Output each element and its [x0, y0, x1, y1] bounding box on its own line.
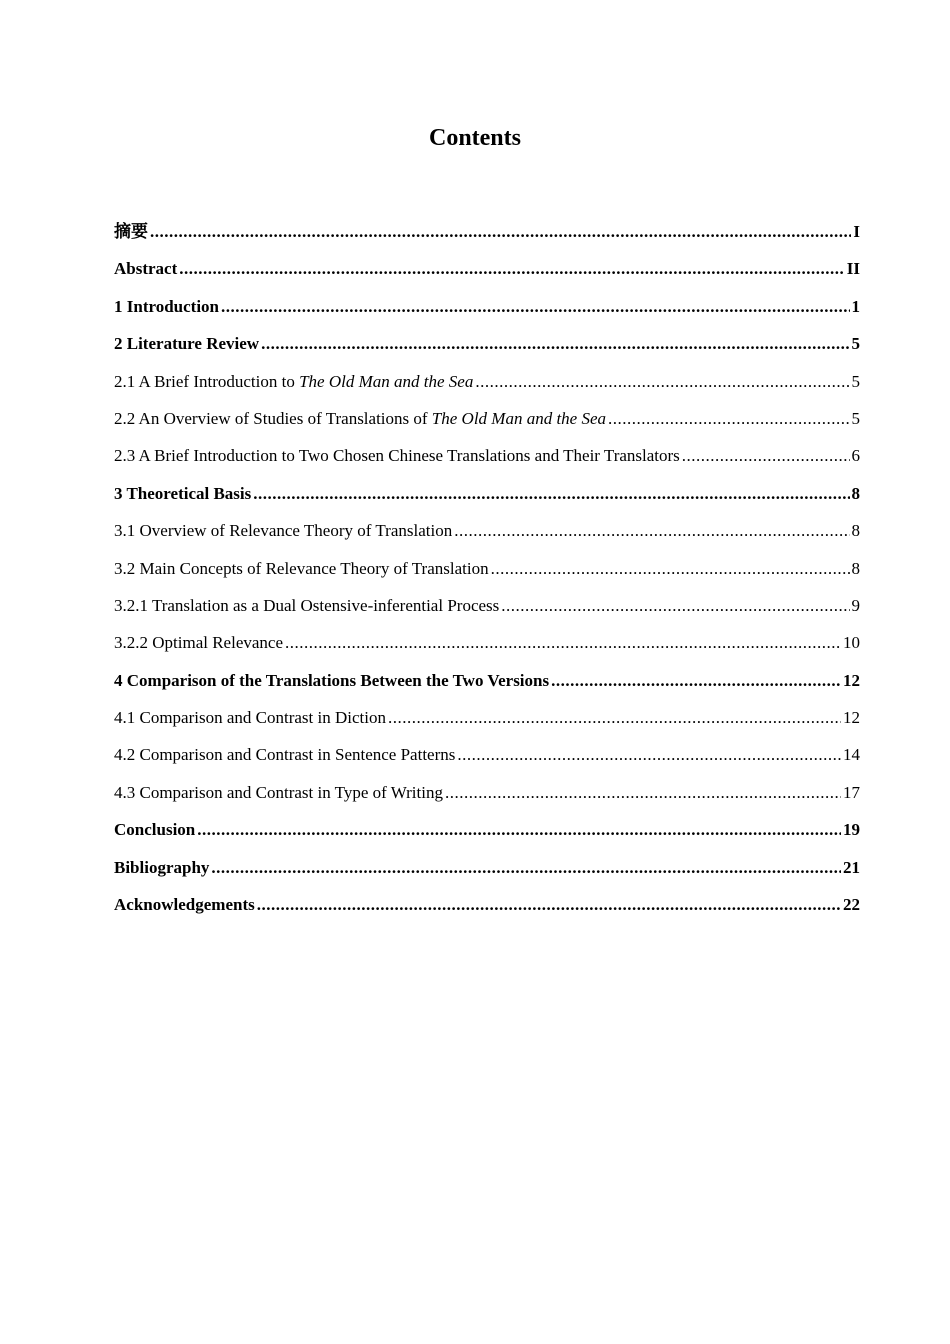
dot-leader [457, 741, 841, 769]
dot-leader [261, 330, 849, 358]
toc-entry-acknowledgements[interactable] [114, 891, 860, 928]
toc-entry-page: 22 [843, 895, 860, 915]
dot-leader [211, 854, 841, 882]
dot-leader [388, 704, 841, 732]
toc-entry-page: 8 [851, 558, 860, 578]
toc-entry-introduction[interactable] [114, 293, 860, 330]
toc-entry-label: 1 Introduction [114, 296, 220, 316]
toc-entry-page: 19 [843, 820, 860, 840]
dot-leader [221, 293, 849, 321]
toc-entry-3-1[interactable] [114, 517, 860, 554]
table-of-contents [114, 218, 860, 928]
toc-entry-literature-review[interactable] [114, 330, 860, 367]
dot-leader [682, 442, 850, 470]
toc-entry-4-2[interactable] [114, 741, 860, 778]
toc-entry-bibliography[interactable] [114, 854, 860, 891]
toc-entry-page: 8 [851, 521, 860, 541]
toc-entry-page: 1 [851, 296, 860, 316]
page-title: Contents [428, 125, 521, 151]
toc-entry-comparison[interactable] [114, 667, 860, 704]
toc-entry-page: 5 [851, 371, 860, 391]
dot-leader [445, 779, 841, 807]
dot-leader [475, 368, 849, 396]
dot-leader [197, 816, 841, 844]
dot-leader [253, 480, 849, 508]
dot-leader [551, 667, 841, 695]
toc-entry-label: Conclusion [114, 820, 196, 840]
toc-entry-3-2-2[interactable] [114, 629, 860, 666]
toc-entry-label: 3.2.1 Translation as a Dual Ostensive-inferential Process [114, 595, 500, 615]
dot-leader [491, 555, 850, 583]
toc-entry-label: 4 Comparison of the Translations Between the Two Versions [114, 670, 550, 690]
toc-entry-page: 6 [851, 446, 860, 466]
dot-leader [179, 255, 845, 283]
toc-entry-page: 21 [843, 857, 860, 877]
toc-entry-page: 9 [851, 595, 860, 615]
dot-leader [608, 405, 849, 433]
toc-entry-label: 2 Literature Review [114, 334, 260, 354]
toc-entry-label: 2.3 A Brief Introduction to Two Chosen Chinese Translations and Their Translators [114, 446, 680, 466]
toc-entry-4-1[interactable] [114, 704, 860, 741]
toc-entry-label [114, 405, 606, 433]
dot-leader [150, 218, 851, 246]
dot-leader [257, 891, 841, 919]
toc-entry-page: 8 [851, 483, 860, 503]
toc-entry-label: 4.1 Comparison and Contrast in Diction [114, 708, 386, 728]
toc-entry-label-prefix: 2.1 A Brief Introduction to [114, 371, 300, 391]
toc-entry-page: 12 [843, 670, 860, 690]
toc-entry-conclusion[interactable] [114, 816, 860, 853]
toc-entry-3-2-1[interactable] [114, 592, 860, 629]
toc-entry-book-title: The Old Man and the Sea [299, 371, 474, 391]
toc-entry-abstract-chinese[interactable] [114, 218, 860, 255]
toc-entry-page: 5 [851, 334, 860, 354]
toc-entry-page: 12 [843, 708, 860, 728]
toc-entry-3-2[interactable] [114, 555, 860, 592]
toc-entry-2-1[interactable] [114, 368, 860, 405]
toc-entry-label [114, 368, 473, 396]
toc-entry-label: 3 Theoretical Basis [114, 483, 252, 503]
dot-leader [285, 629, 841, 657]
toc-entry-label: 3.2 Main Concepts of Relevance Theory of Translation [114, 558, 489, 578]
dot-leader [454, 517, 849, 545]
toc-entry-abstract[interactable] [114, 255, 860, 292]
toc-entry-label: Bibliography [114, 857, 210, 877]
toc-entry-2-2[interactable] [114, 405, 860, 442]
toc-entry-page: 14 [843, 745, 860, 765]
toc-entry-2-3[interactable] [114, 442, 860, 479]
toc-entry-page: 17 [843, 782, 860, 802]
toc-entry-4-3[interactable] [114, 779, 860, 816]
toc-entry-label: 4.2 Comparison and Contrast in Sentence Patterns [114, 745, 456, 765]
toc-entry-theoretical-basis[interactable] [114, 480, 860, 517]
toc-entry-page: II [846, 259, 860, 279]
toc-entry-book-title: The Old Man and the Sea [431, 408, 607, 428]
toc-entry-page: 5 [851, 408, 860, 428]
toc-entry-label: Acknowledgements [114, 895, 255, 915]
toc-entry-label: 3.1 Overview of Relevance Theory of Translation [114, 521, 453, 541]
toc-entry-label: 摘要 [114, 222, 148, 241]
toc-entry-label: 3.2.2 Optimal Relevance [114, 633, 284, 653]
toc-entry-label: 4.3 Comparison and Contrast in Type of Writing [114, 782, 443, 802]
toc-entry-page: I [853, 222, 860, 241]
toc-entry-label-prefix: 2.2 An Overview of Studies of Translations of [114, 408, 432, 428]
toc-entry-label: Abstract [114, 259, 178, 279]
toc-entry-page: 10 [843, 633, 860, 653]
dot-leader [501, 592, 849, 620]
